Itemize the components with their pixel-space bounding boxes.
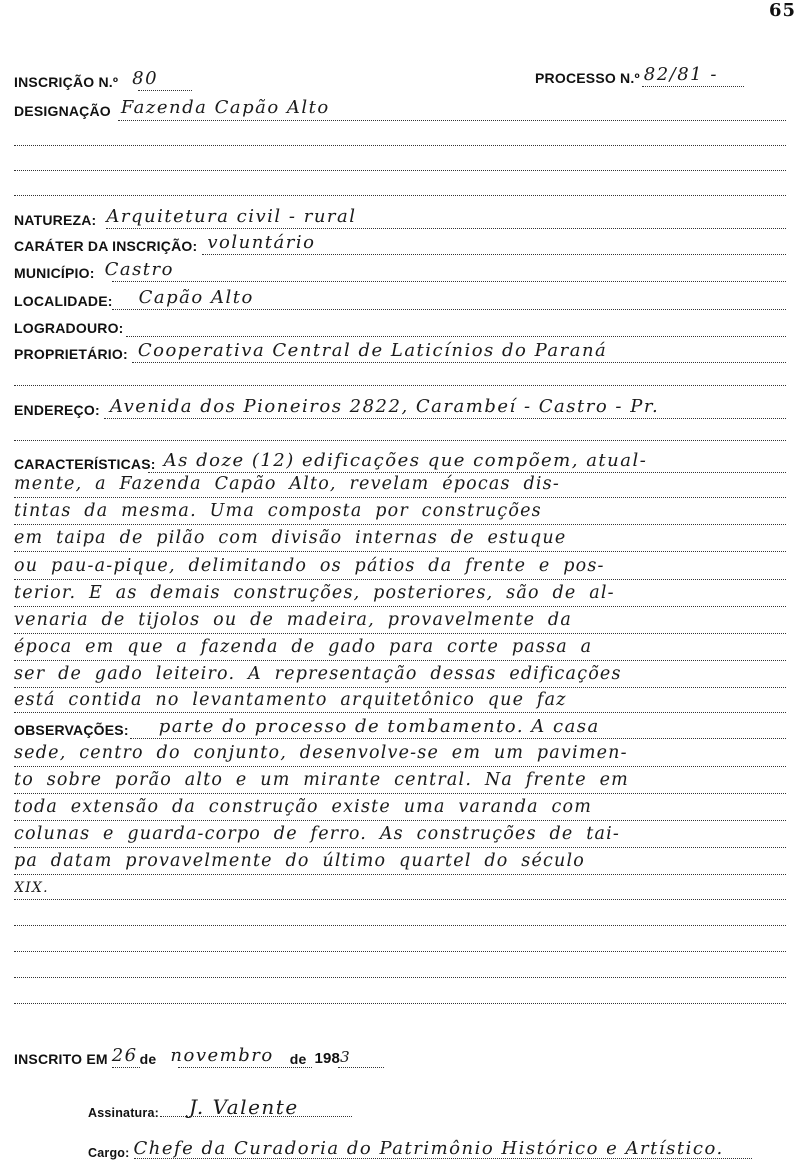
inscricao-row (14, 68, 158, 90)
caracteristicas-line-4: ou pau-a-pique, delimitando os pátios da frente e pos- (14, 556, 605, 576)
localidade-label: LOCALIDADE: (14, 293, 113, 309)
endereco-label: ENDEREÇO: (14, 402, 100, 418)
observacoes-line-1: sede, centro do conjunto, desenvolve-se em um pavimen- (14, 743, 628, 763)
municipio-row (14, 259, 174, 281)
inscrito-row (14, 1045, 351, 1067)
localidade-row (14, 287, 254, 309)
signature: J. Valente (188, 1095, 299, 1119)
inscrito-de-2: de (289, 1051, 307, 1067)
inscrito-year-suffix: 3 (340, 1048, 352, 1066)
caracteristicas-first-line: As doze (12) edificações que compõem, atual- (163, 450, 648, 471)
designacao-value: Fazenda Capão Alto (120, 97, 330, 118)
observacoes-line-5: pa datam provavelmente do último quartel do século (14, 851, 586, 871)
carater-row (14, 232, 315, 254)
caracteristicas-line-6: venaria de tijolos ou de madeira, provavelmente da (14, 610, 572, 630)
inscricao-label: INSCRIÇÃO N.º (14, 74, 119, 90)
logradouro-label: LOGRADOURO: (14, 320, 124, 336)
localidade-value: Capão Alto (138, 287, 254, 308)
inscrito-day: 26 (111, 1045, 138, 1066)
caracteristicas-line-1: mente, a Fazenda Capão Alto, revelam épocas dis- (14, 474, 560, 494)
proprietario-row (14, 340, 607, 362)
processo-value: 82/81 - (643, 64, 718, 85)
observacoes-row (14, 716, 600, 738)
observacoes-label: OBSERVAÇÕES: (14, 722, 129, 738)
proprietario-value: Cooperativa Central de Laticínios do Paraná (137, 340, 608, 361)
carater-value: voluntário (207, 232, 316, 253)
observacoes-first-line: parte do processo de tombamento. A casa (158, 716, 600, 737)
processo-label: PROCESSO N.º (535, 70, 640, 86)
caracteristicas-line-9: está contida no levantamento arquitetônico que faz (14, 690, 567, 710)
observacoes-line-3: toda extensão da construção existe uma varanda com (14, 797, 593, 817)
observacoes-line-6: XIX. (14, 880, 49, 896)
caracteristicas-line-5: terior. E as demais construções, posteriores, são de al- (14, 583, 615, 603)
caracteristicas-line-7: época em que a fazenda de gado para corte passa a (14, 637, 593, 657)
caracteristicas-label: CARACTERÍSTICAS: (14, 456, 156, 472)
endereco-row (14, 396, 659, 418)
caracteristicas-line-3: em taipa de pilão com divisão internas de estuque (14, 528, 567, 548)
cargo-row (88, 1134, 724, 1160)
municipio-value: Castro (104, 259, 174, 280)
assinatura-label: Assinatura: (88, 1106, 159, 1120)
processo-row (535, 64, 718, 86)
cargo-label: Cargo: (88, 1146, 130, 1160)
carater-label: CARÁTER DA INSCRIÇÃO: (14, 238, 198, 254)
logradouro-row (14, 314, 134, 336)
inscrito-month: novembro (170, 1045, 274, 1066)
observacoes-line-2: to sobre porão alto e um mirante central. Na frente em (14, 770, 629, 790)
endereco-value: Avenida dos Pioneiros 2822, Carambeí - Castro - Pr. (109, 396, 660, 417)
inscrito-label: INSCRITO EM (14, 1051, 108, 1067)
designacao-row (14, 97, 330, 119)
page-number: 65 (768, 0, 796, 21)
caracteristicas-line-2: tintas da mesma. Uma composta por construções (14, 501, 542, 521)
proprietario-label: PROPRIETÁRIO: (14, 346, 128, 362)
caracteristicas-line-8: ser de gado leiteiro. A representação dessas edificações (14, 664, 622, 684)
natureza-label: NATUREZA: (14, 212, 97, 228)
natureza-value: Arquitetura civil - rural (106, 206, 357, 227)
designacao-label: DESIGNAÇÃO (14, 103, 111, 119)
caracteristicas-row (14, 450, 647, 472)
natureza-row (14, 206, 357, 228)
inscrito-year-prefix: 198 (314, 1050, 341, 1067)
municipio-label: MUNICÍPIO: (14, 265, 95, 281)
inscrito-de-1: de (139, 1051, 157, 1067)
cargo-value: Chefe da Curadoria do Patrimônio Histórico e Artístico. (133, 1138, 724, 1159)
observacoes-line-4: colunas e guarda-corpo de ferro. As construções de tai- (14, 824, 621, 844)
inscricao-value: 80 (132, 68, 159, 89)
